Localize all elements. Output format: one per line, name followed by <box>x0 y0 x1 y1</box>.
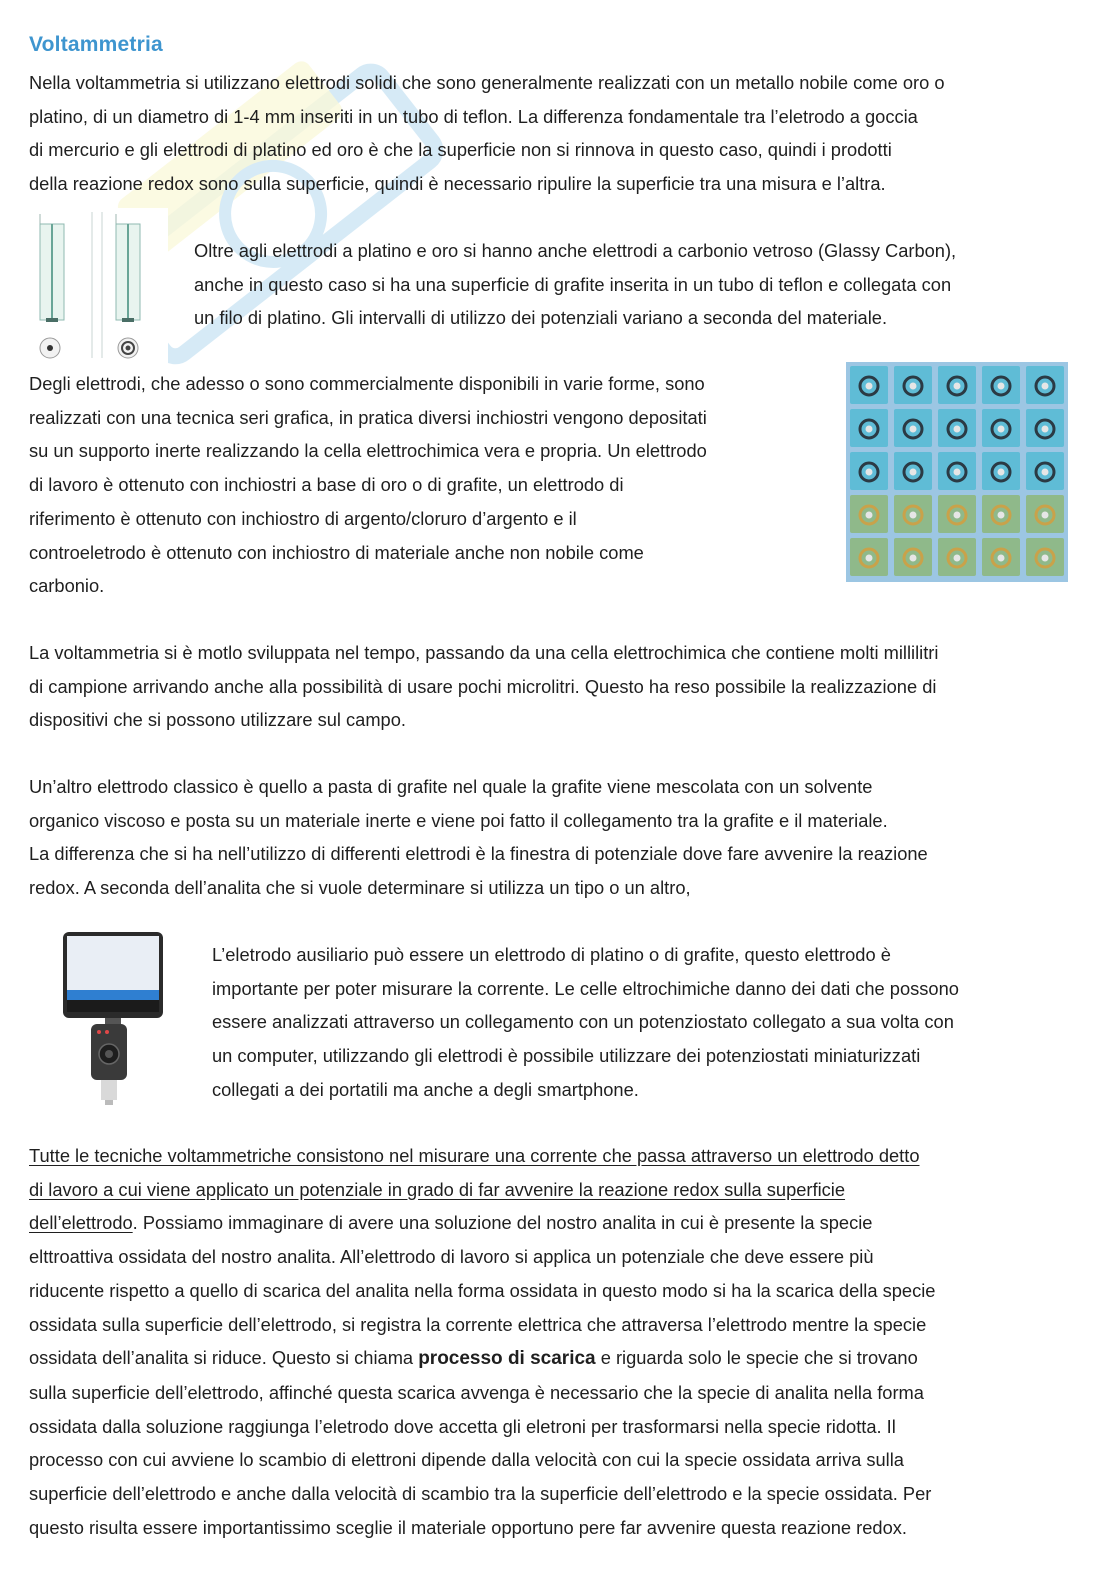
electrode-tile <box>1026 366 1064 404</box>
electrode-tile <box>894 495 932 533</box>
electrode-tile <box>938 495 976 533</box>
paragraph-graphite-paste <box>29 770 928 905</box>
electrode-tile <box>894 409 932 447</box>
text-line: controeletrodo è ottenuto con inchiostro di materiale anche non nobile come <box>29 541 644 563</box>
text-line: importante per poter misurare la corrente. Le celle eltrochimiche danno dei dati che possono <box>212 977 959 999</box>
text-line: questo risulta essere importantissimo sceglie il materiale opportuno pere far avvenire questa reazione redox. <box>29 1516 907 1538</box>
text-line <box>29 1341 935 1376</box>
text-line: di lavoro è ottenuto con inchiostri a base di oro o di grafite, un elettrodo di <box>29 474 624 496</box>
electrode-tile <box>894 452 932 490</box>
electrode-tile <box>894 538 932 576</box>
text: . Possiamo immaginare di avere una soluzione del nostro analita in cui è presente la specie <box>132 1212 873 1234</box>
text-line: Oltre agli elettrodi a platino e oro si hanno anche elettrodi a carbonio vetroso (Glassy Carbon), <box>194 240 957 261</box>
text-line: riducente rispetto a quello di scarica del analita nella forma ossidata in questo modo si ha la scarica della specie <box>29 1279 936 1301</box>
electrode-tile <box>938 538 976 576</box>
text-line: Nella voltammetria si utilizzano elettrodi solidi che sono generalmente realizzati con un metallo nobile come oro o <box>29 72 945 93</box>
electrode-tile <box>982 495 1020 533</box>
bold-term: processo di scarica <box>418 1348 596 1370</box>
text-line: un computer, utilizzando gli elettrodi è possibile utilizzare dei potenziostati miniaturizzati <box>212 1045 921 1067</box>
text-line: riferimento è ottenuto con inchiostro di argento/cloruro d’argento e il <box>29 507 577 529</box>
electrode-tile <box>982 366 1020 404</box>
paragraph-development <box>29 636 938 737</box>
text-line: platino, di un diametro di 1-4 mm inseriti in un tubo di teflon. La differenza fondamentale tra l’eletrodo a goccia <box>29 105 918 127</box>
paragraph-auxiliary-electrode <box>212 938 959 1107</box>
electrode-diagram-figure <box>28 208 168 363</box>
electrode-tile <box>1026 495 1064 533</box>
paragraph-discharge-process <box>29 1139 935 1544</box>
page-title: Voltammetria <box>29 33 163 56</box>
electrode-tile <box>1026 409 1064 447</box>
text: ossidata dell’analita si riduce. Questo si chiama <box>29 1347 419 1369</box>
electrode-tile <box>850 452 888 490</box>
smartphone-potentiostat-image <box>55 928 185 1108</box>
text-line: Un’altro elettrodo classico è quello a pasta di grafite nel quale la grafite viene mescolata con un solvente <box>29 776 873 797</box>
text: e riguarda solo le specie che si trovano <box>595 1347 918 1369</box>
text-line: superficie dell’elettrodo e anche dalla velocità di scambio tra la superficie dell’elettrodo e la specie ossidata. Per <box>29 1483 932 1505</box>
electrode-tile <box>938 452 976 490</box>
electrode-tile <box>982 452 1020 490</box>
text-line: processo con cui avviene lo scambio di elettroni dipende dalla velocità con cui la specie ossidata arriva sulla <box>29 1449 904 1471</box>
text-line: di campione arrivando anche alla possibilità di usare pochi microlitri. Questo ha reso possibile la realizzazione di <box>29 675 937 697</box>
paragraph-screen-printed <box>29 367 707 603</box>
electrode-tile <box>1026 452 1064 490</box>
text-line: di mercurio e gli elettrodi di platino ed oro è che la superficie non si rinnova in questo caso, quindi i prodotti <box>29 139 892 161</box>
text-line: carbonio. <box>29 575 105 597</box>
text-line: elttroattiva ossidata del nostro analita. All’elettrodo di lavoro si applica un potenziale che deve essere più <box>29 1246 874 1268</box>
text-line: un filo di platino. Gli intervalli di utilizzo dei potenziali variano a seconda del materiale. <box>194 307 888 329</box>
electrode-tile <box>850 409 888 447</box>
text-line: collegati a dei portatili ma anche a degli smartphone. <box>212 1078 639 1100</box>
electrode-tile <box>894 366 932 404</box>
electrode-tile <box>850 495 888 533</box>
underlined-text-line: Tutte le tecniche voltammetriche consistono nel misurare una corrente che passa attraverso un elettrodo detto <box>29 1145 920 1166</box>
text-line <box>29 1206 935 1240</box>
text-line: redox. A seconda dell’analita che si vuole determinare si utilizza un tipo o un altro, <box>29 877 691 899</box>
electrode-tile <box>938 366 976 404</box>
underlined-text: dell’elettrodo <box>29 1212 133 1234</box>
electrode-tile <box>1026 538 1064 576</box>
text-line: essere analizzati attraverso un collegamento con un potenziostato collegato a sua volta con <box>212 1011 954 1033</box>
screen-printed-electrodes-image <box>846 362 1068 582</box>
text-line: La voltammetria si è motlo sviluppata nel tempo, passando da una cella elettrochimica che contiene molti millilitri <box>29 642 939 663</box>
text-line: ossidata sulla superficie dell’elettrodo, si registra la corrente elettrica che attraversa l’elettrodo mentre la specie <box>29 1313 927 1335</box>
paragraph-intro <box>29 66 945 201</box>
text-line: La differenza che si ha nell’utilizzo di differenti elettrodi è la finestra di potenziale dove fare avvenire la reazione <box>29 843 928 865</box>
text-line: L’eletrodo ausiliario può essere un elettrodo di platino o di grafite, questo elettrodo è <box>212 944 891 965</box>
text-line: organico viscoso e posta su un materiale inerte e viene poi fatto il collegamento tra la grafite e il materiale. <box>29 809 888 831</box>
electrode-tile <box>850 538 888 576</box>
text-line: su un supporto inerte realizzando la cella elettrochimica vera e propria. Un elettrodo <box>29 440 707 462</box>
electrode-tile <box>850 366 888 404</box>
text-line: sulla superficie dell’elettrodo, affinché questa scarica avvenga è necessario che la specie di analita nella forma <box>29 1381 924 1403</box>
text-line: dispositivi che si possono utilizzare sul campo. <box>29 709 406 731</box>
electrode-tile <box>982 409 1020 447</box>
underlined-text-line: di lavoro a cui viene applicato un potenziale in grado di far avvenire la reazione redox sulla superficie <box>29 1178 846 1200</box>
paragraph-glassy-carbon <box>194 234 956 335</box>
text-line: anche in questo caso si ha una superficie di grafite inserita in un tubo di teflon e collegata con <box>194 273 952 295</box>
text-line: Degli elettrodi, che adesso o sono commercialmente disponibili in varie forme, sono <box>29 373 705 394</box>
electrode-tile <box>938 409 976 447</box>
electrode-tile <box>982 538 1020 576</box>
text-line: della reazione redox sono sulla superficie, quindi è necessario ripulire la superficie tra una misura e l’altra. <box>29 173 886 195</box>
text-line: realizzati con una tecnica seri grafica, in pratica diversi inchiostri vengono depositati <box>29 406 707 428</box>
text-line: ossidata dalla soluzione raggiunga l’eletrodo dove accetta gli eletroni per trasformarsi nella specie ridotta. Il <box>29 1415 896 1437</box>
